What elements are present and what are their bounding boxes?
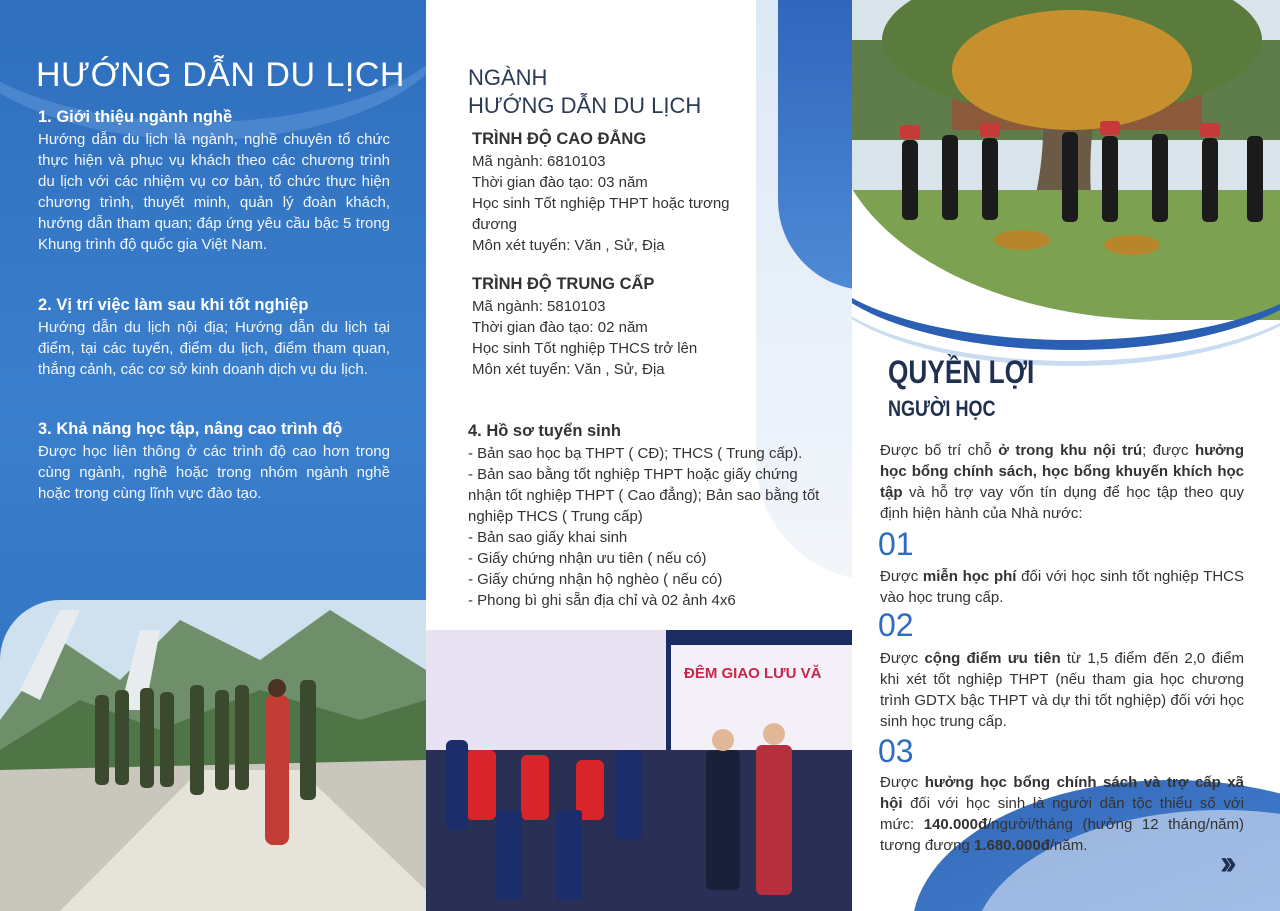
college-level-title: TRÌNH ĐỘ CAO ĐẲNG: [472, 130, 647, 148]
double-chevron-right-icon[interactable]: ››: [1220, 844, 1231, 882]
decorative-arc-blue: [852, 150, 1280, 350]
benefits-title: QUYỀN LỢI: [888, 354, 1035, 390]
benefit-item: [880, 772, 1244, 856]
profile-item: - Phong bì ghi sẵn địa chỉ và 02 ảnh 4x6: [468, 592, 736, 609]
left-panel: [0, 0, 426, 911]
bold-run: hưởng học bổng chính sách và trợ cấp xã hội: [880, 774, 1244, 812]
profile-item: - Bản sao giấy khai sinh: [468, 529, 628, 546]
text-run: Được: [880, 568, 923, 585]
text-run: đối với học sinh là người dân tộc thiểu số với mức:: [880, 795, 1244, 833]
intermediate-level-title: TRÌNH ĐỘ TRUNG CẤP: [472, 275, 655, 293]
info-line: Mã ngành: 5810103: [472, 298, 606, 315]
profile-item: - Giấy chứng nhận hộ nghèo ( nếu có): [468, 571, 723, 588]
text-run: /năm.: [1049, 837, 1088, 854]
banner-text: ĐÊM GIAO LƯU VĂ: [684, 665, 822, 682]
info-line: Thời gian đào tạo: 03 năm: [472, 174, 648, 191]
section-heading: 3. Khả năng học tập, nâng cao trình độ: [38, 420, 343, 438]
bold-run: hưởng học bổng chính sách, học bổng khuyến khích học tập: [880, 442, 1244, 501]
middle-panel: [426, 0, 852, 911]
major-heading: [468, 64, 701, 120]
info-line: Học sinh Tốt nghiệp THCS trở lên: [472, 340, 698, 357]
section-body: Hướng dẫn du lịch nội địa; Hướng dẫn du lịch tại điểm, tại các tuyến, điểm du lịch, điểm tham quan, thắng cảnh, các cơ sở kinh doanh dịch vụ du lịch.: [38, 319, 390, 378]
bold-run: miễn học phí: [922, 568, 1017, 585]
text-run: ; được: [1142, 442, 1195, 459]
info-line: Học sinh Tốt nghiệp THPT hoặc tương đương: [472, 195, 730, 233]
section-study: [38, 420, 390, 504]
bold-run: 140.000đ: [923, 816, 988, 833]
page-title: HƯỚNG DẪN DU LỊCH: [36, 56, 405, 94]
section-heading: 1. Giới thiệu ngành nghề: [38, 108, 233, 126]
section-intro: [38, 108, 390, 255]
intermediate-level-block: [472, 275, 772, 380]
admission-profile-title: 4. Hồ sơ tuyển sinh: [468, 422, 621, 440]
bold-run: 1.680.000đ: [973, 837, 1050, 854]
info-line: Thời gian đào tạo: 02 năm: [472, 319, 648, 336]
admission-profile-block: [468, 422, 828, 611]
section-jobs: [38, 296, 390, 380]
benefit-number: 01: [878, 526, 914, 562]
benefit-number: 02: [878, 607, 914, 643]
text-run: đối với học sinh tốt nghiệp THCS vào học trung cấp.: [880, 568, 1244, 606]
section-body: Được học liên thông ở các trình độ cao hơn trong cùng ngành, nghề hoặc trong nhóm ngành nghề hoặc trong cùng lĩnh vực đào tạo.: [38, 443, 390, 502]
text-run: từ 1,5 điểm đến 2,0 điểm khi xét tốt nghiệp THPT (nếu tham gia học chương trình GDTX bậc THPT và dự thi tốt nghiệp) đối với học sinh học trung cấp.: [880, 650, 1244, 730]
college-level-block: [472, 130, 772, 256]
benefits-intro: [880, 440, 1244, 524]
section-body: Hướng dẫn du lịch là ngành, nghề chuyên tổ chức thực hiện và phục vụ khách theo các chương trình du lịch với các nhiệm vụ cơ bản, tổ chức thực hiện chương trình, thuyết minh, quản lý đoàn khách, hướng dẫn tham quan; đáp ứng yêu cầu bậc 5 trong Khung trình độ quốc gia Việt Nam.: [38, 131, 390, 253]
major-heading-line1: NGÀNH: [468, 65, 548, 90]
photo-soldiers-walkway: [0, 600, 426, 911]
profile-item: - Giấy chứng nhận ưu tiên ( nếu có): [468, 550, 707, 567]
section-heading: 2. Vị trí việc làm sau khi tốt nghiệp: [38, 296, 309, 314]
info-line: Môn xét tuyển: Văn , Sử, Địa: [472, 237, 665, 254]
info-line: Mã ngành: 6810103: [472, 153, 606, 170]
text-run: và hỗ trợ vay vốn tín dụng để học tập theo quy định hiện hành của Nhà nước:: [880, 484, 1244, 522]
right-panel: [852, 0, 1280, 911]
info-line: Môn xét tuyển: Văn , Sử, Địa: [472, 361, 665, 378]
bold-run: ở trong khu nội trú: [998, 442, 1143, 459]
benefits-subtitle: NGƯỜI HỌC: [888, 396, 996, 421]
benefit-item: [880, 566, 1244, 608]
photo-dancing-event: [426, 630, 852, 911]
bold-run: cộng điểm ưu tiên: [924, 650, 1061, 667]
profile-item: - Bản sao bằng tốt nghiệp THPT hoặc giấy chứng nhận tốt nghiệp THPT ( Cao đẳng); Bản sao bằng tốt nghiệp THCS ( Trung cấp): [468, 466, 820, 525]
text-run: Được bố trí chỗ: [880, 442, 999, 459]
profile-item: - Bản sao học bạ THPT ( CĐ); THCS ( Trung cấp).: [468, 445, 803, 462]
benefit-number: 03: [878, 733, 914, 769]
benefit-item: [880, 648, 1244, 732]
text-run: Được: [880, 774, 925, 791]
major-heading-line2: HƯỚNG DẪN DU LỊCH: [468, 93, 702, 118]
text-run: Được: [880, 650, 925, 667]
text-run: /người/tháng (hưởng 12 tháng/năm) tương đương: [880, 816, 1244, 854]
